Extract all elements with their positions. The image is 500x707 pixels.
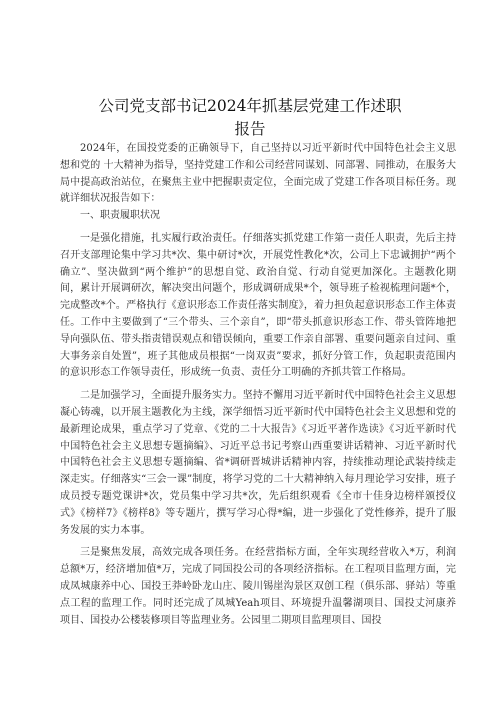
body-paragraph-2: 二是加强学习，全面提升服务实力。坚持不懈用习近平新时代中国特色社会主义思想凝心铸魂，以开展主题教化为主线，深学细悟习近平新时代中国特色社会主义思想和党的最新理论成果，重点学习了党章、《党的二十大报告》《习近平著作选读》《习近平新时代中国特色社会主义思想专题摘编》、习近平总书记考察山西重要讲话精神、习近平新时代中国特色社会主义思想专题摘编、省*调研晋城讲话精神内容，持续推动理论武装持续走深走实。仔细落实“三会一课”制度，将学习党的二十大精神纳入每月理论学习安排，班子成员授专题党课讲*次，党员集中学习共*次，先后组织观看《全市十佳身边榜样颁授仪式》《榜样7》《榜样8》等专题片，撰写学习心得*编，进一步强化了党性修养，提升了服务发展的实力本事。 xyxy=(60,390,456,536)
body-paragraph-3: 三是聚焦发展，高效完成各项任务。在经营指标方面，全年实现经营收入*万，利润总额*万，经济增加值*万，完成了同国投公司的各项经济指标。在工程项目监理方面，完成凤城康养中心、国投王莽岭卧龙山庄、陵川锡崖沟景区双创工程（俱乐部、驿站）等重点工程的监理工作。同时还完成了凤城Yeah项目、环境提升温馨湖项目、国投丈河康养项目、国投办公楼装修项目等监理业务。公园里二期项目监理项目、国投 xyxy=(60,547,456,626)
section-heading: 一、职责履职状况 xyxy=(80,210,160,222)
intro-paragraph: 2024年，在国投党委的正确领导下，自己坚持以习近平新时代中国特色社会主义思想和党的 十大精神为指导，坚持党建工作和公司经营同谋划、同部署、同推动，在服务大局中提高政治站位，在聚焦主业中把握职责定位，全面完成了党建工作各项目标任务。现就详细状况报告如下： xyxy=(60,143,456,205)
body-paragraph-1: 一是强化措施，扎实履行政治责任。仔细落实抓党建工作第一责任人职责，先后主持召开支部理论集中学习共*次、集中研讨*次，开展党性教化*次，公司上下忠诚拥护“两个确立”、坚决做到“两个维护”的思想自觉、政治自觉、行动自觉更加深化。主题教化期间，累计开展调研次，解决突出问题个，形成调研成果*个，领导班子检视梳理问题*个，完成整改*个。严格执行《意识形态工作责任落实制度》，着力担负起意识形态工作主体责任。工作中主要做到了“三个带头、三个亲自”，即“带头抓意识形态工作、带头管阵地把导向强队伍、带头指责错误观点和错误倾向，重要工作亲自部署、重要问题亲自过问、重大事务亲自处置”，班子其他成员根据“一岗双责”要求，抓好分管工作，负起职责范围内的意识形态工作领导责任，形成统一负责、责任分工明确的齐抓共管工作格局。 xyxy=(60,232,456,379)
document-title-line-2: 报告 xyxy=(234,120,266,138)
document-title-line-1: 公司党支部书记2024年抓基层党建工作述职 xyxy=(98,97,402,115)
document-body xyxy=(60,141,456,629)
